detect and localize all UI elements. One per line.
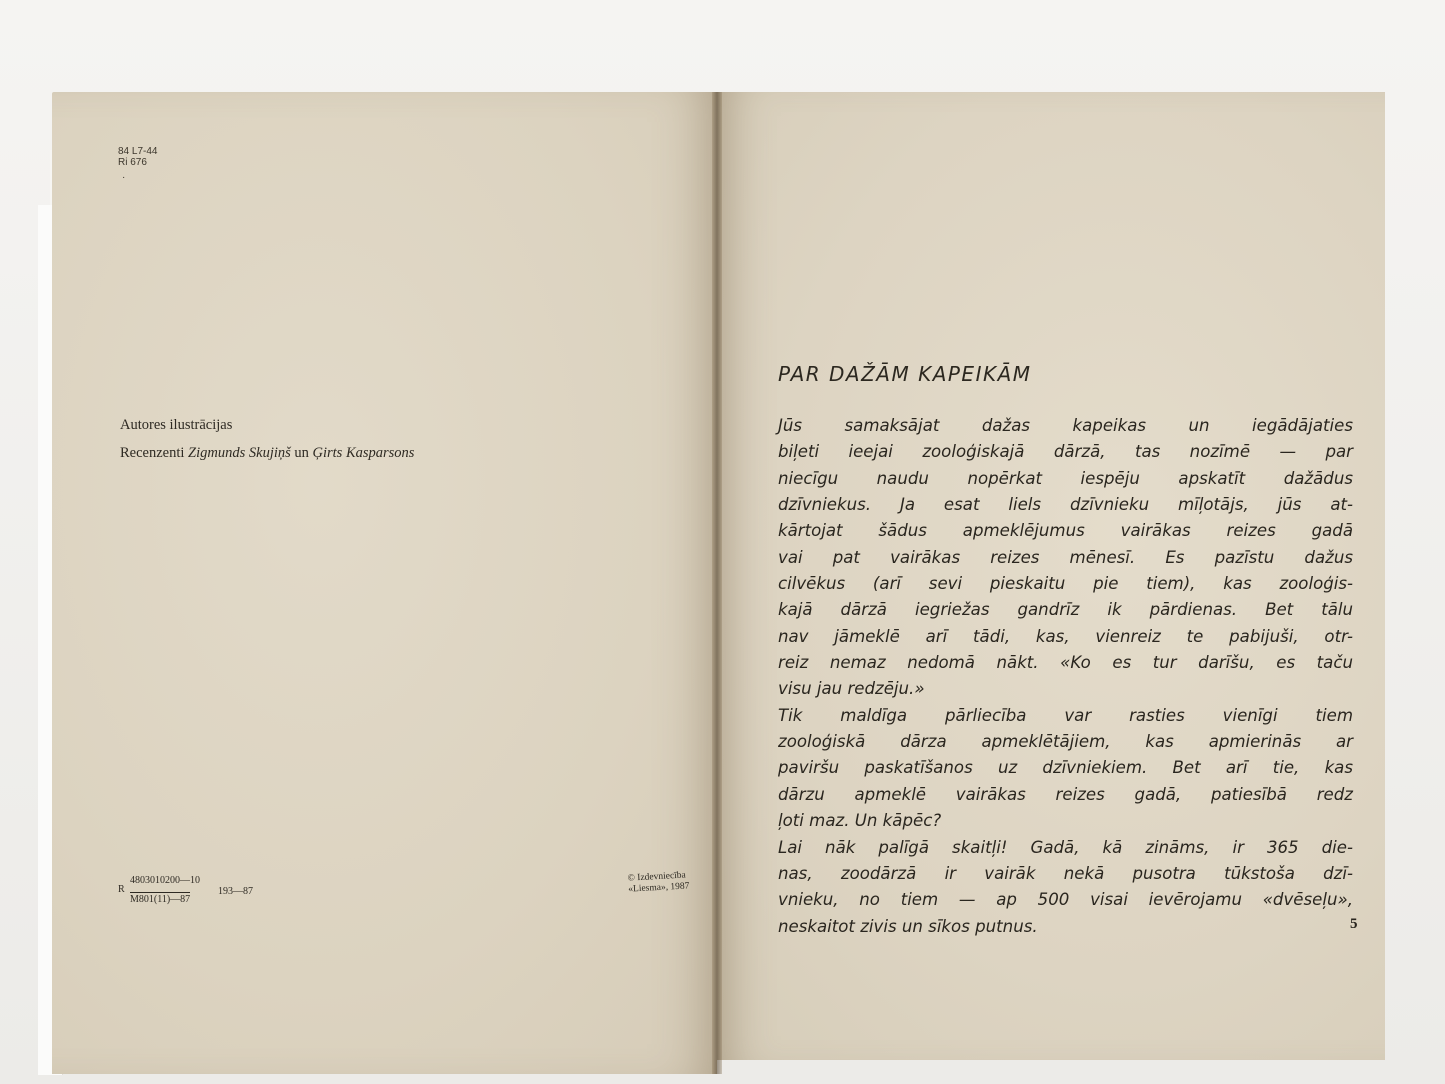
text-line: neskaitot zivis un sīkos putnus.: [778, 916, 1038, 936]
text-line: dzīvniekus. Ja esat liels dzīvnieku mīļotājs, jūs at-: [778, 495, 1353, 515]
reviewer-name-2: Ģirts Kasparsons: [312, 445, 415, 461]
text-line: Lai nāk palīgā skaitļi! Gadā, kā zināms, ir 365 die-: [778, 837, 1353, 857]
text-line: Tik maldīga pārliecība var rasties vienīgi tiem: [778, 705, 1353, 725]
imprint-suffix: 193—87: [218, 886, 253, 897]
print-mark: ·: [122, 172, 126, 183]
reviewer-name-1: Zigmunds Skujiņš: [188, 445, 291, 461]
text-line: vai pat vairākas reizes mēnesī. Es pazīstu dažus: [778, 547, 1353, 567]
text-line: niecīgu naudu nopērkat iespēju apskatīt dažādus: [778, 468, 1353, 488]
imprint-letter: R: [118, 884, 125, 895]
credits-block: [120, 411, 414, 467]
imprint-numerator: 4803010200—10: [130, 875, 200, 886]
text-line: kārtojat šādus apmeklējumus vairākas reizes gadā: [778, 521, 1353, 541]
illustrations-credit: Autores ilustrācijas: [120, 417, 233, 433]
book-gutter: [712, 92, 722, 1074]
copyright-notice: [627, 870, 689, 895]
text-line: Jūs samaksājat dažas kapeikas un iegādājaties: [778, 416, 1353, 435]
text-line: vnieku, no tiem — ap 500 visai ievērojamu «dvēseļu»,: [778, 890, 1353, 910]
chapter-body: [778, 413, 1353, 940]
text-line: cilvēkus (arī sevi pieskaitu pie tiem), kas zooloģis-: [778, 574, 1353, 594]
text-line: zooloģiskā dārza apmeklētājiem, kas apmierinās ar: [778, 732, 1353, 752]
text-line: reiz nemaz nedomā nākt. «Ko es tur darīšu, es taču: [778, 653, 1353, 673]
chapter-title: PAR DAŽĀM KAPEIKĀM: [778, 362, 1032, 386]
text-line: kajā dārzā iegriežas gandrīz ik pārdienas. Bet tālu: [778, 600, 1353, 620]
catalog-code-line-1: 84 L7-44: [118, 146, 158, 157]
text-line: ļoti maz. Un kāpēc?: [778, 811, 942, 831]
copyright-line-1: © Izdevniecība: [627, 870, 687, 884]
text-line: biļeti ieejai zooloģiskajā dārzā, tas nozīmē — par: [778, 442, 1353, 462]
catalog-code: [118, 146, 157, 168]
text-line: nav jāmeklē arī tādi, kas, vienreiz te pabijuši, otr-: [778, 626, 1353, 646]
reviewers-credit: [120, 439, 414, 467]
reviewers-prefix: Recenzenti: [120, 445, 189, 461]
copyright-line-2: «Liesma», 1987: [628, 881, 690, 895]
text-line: paviršu paskatīšanos uz dzīvniekiem. Bet arī tie, kas: [778, 758, 1353, 778]
text-line: dārzu apmeklē vairākas reizes gadā, patiesībā redz: [778, 784, 1353, 804]
page-number: 5: [1350, 916, 1358, 932]
text-line: nas, zoodārzā ir vairāk nekā pusotra tūkstoša dzī-: [778, 863, 1353, 883]
imprint-denominator: M801(11)—87: [130, 894, 191, 905]
text-line: visu jau redzēju.»: [778, 679, 925, 699]
reviewers-conjunction: un: [290, 445, 313, 461]
catalog-code-line-2: Ri 676: [118, 157, 147, 168]
left-page: [52, 92, 717, 1074]
